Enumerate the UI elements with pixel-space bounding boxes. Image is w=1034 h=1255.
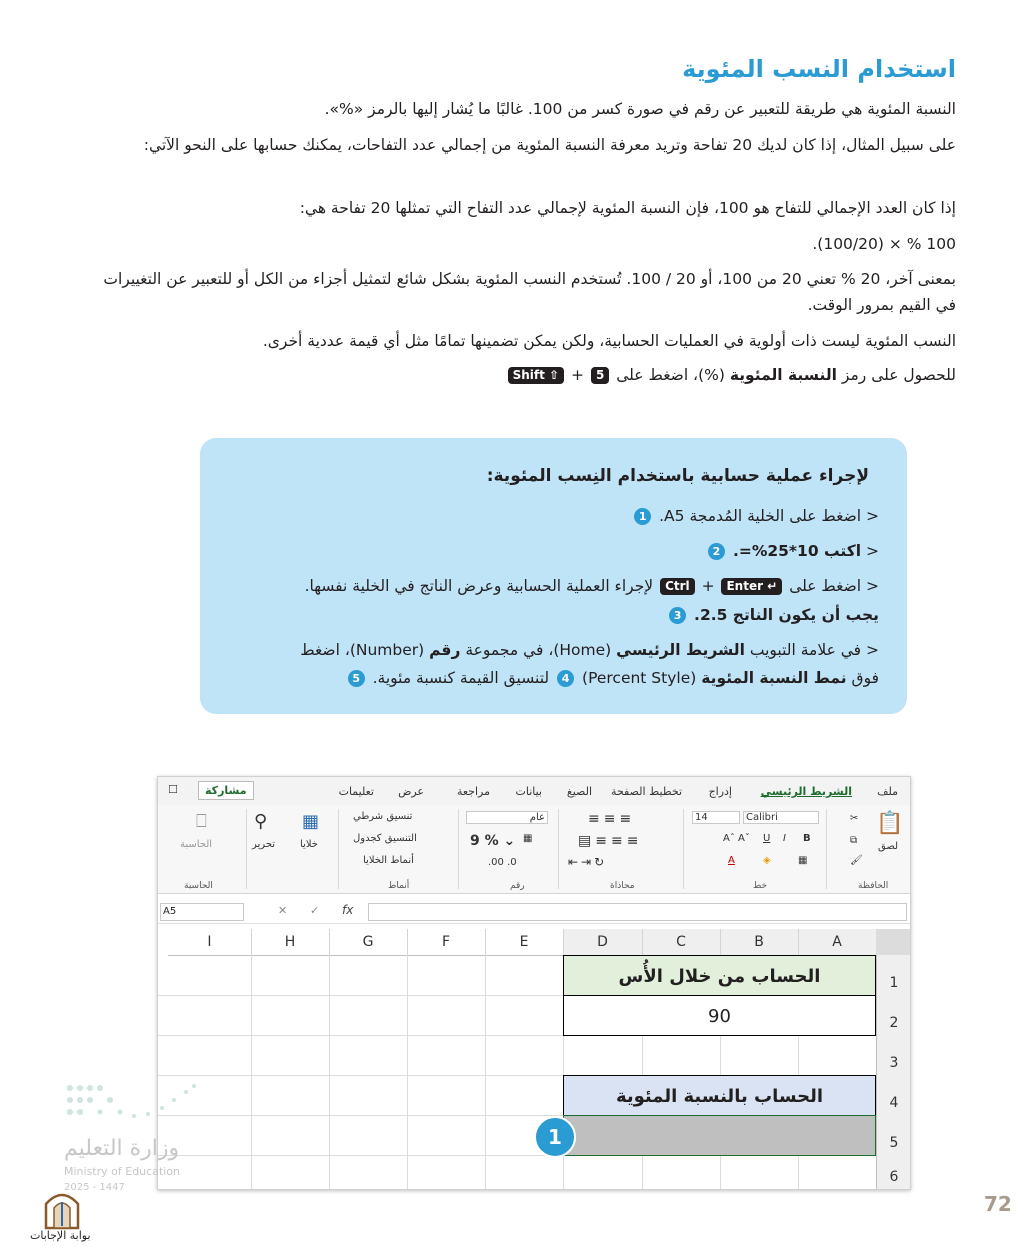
spreadsheet-grid bbox=[158, 929, 910, 1189]
bold-icon[interactable]: B bbox=[803, 833, 811, 844]
paste-label[interactable]: لصق bbox=[878, 841, 899, 852]
formula-input[interactable] bbox=[368, 903, 907, 921]
menu-review[interactable]: مراجعة bbox=[456, 785, 490, 798]
share-button[interactable]: مشاركة bbox=[198, 781, 254, 800]
grid-line bbox=[485, 955, 486, 1189]
comment-icon[interactable]: ☐ bbox=[168, 783, 178, 796]
name-box[interactable]: A5 bbox=[160, 903, 244, 921]
step-4-d: فوق bbox=[851, 669, 879, 687]
ministry-logo-icon bbox=[64, 1080, 199, 1125]
col-header-f[interactable]: F bbox=[407, 929, 486, 956]
ministry-name-en: Ministry of Education bbox=[64, 1165, 181, 1178]
menu-view[interactable]: عرض bbox=[398, 785, 424, 798]
percent-style-icon[interactable]: 9 % ⌄ bbox=[470, 833, 516, 849]
cell-a1-merged[interactable]: الحساب من خلال الأُس bbox=[563, 955, 876, 996]
fill-color-icon[interactable]: ◈ bbox=[763, 855, 771, 866]
cell-a5-merged[interactable] bbox=[563, 1115, 876, 1156]
key-5: 5 bbox=[591, 367, 609, 384]
clipboard-group-label: الحافظة bbox=[858, 881, 889, 891]
step-3: < اضغط على Enter ↵ + Ctrl لإجراء العملية الحسابية وعرض الناتج في الخلية نفسها. bbox=[304, 577, 879, 595]
step-5-number-badge: 5 bbox=[348, 670, 365, 687]
callout-1: 1 bbox=[534, 1116, 576, 1158]
font-group-label: خط bbox=[753, 881, 768, 891]
italic-icon[interactable]: I bbox=[783, 833, 786, 844]
font-color-icon[interactable]: A bbox=[728, 855, 735, 866]
excel-window bbox=[157, 776, 911, 1190]
number-format-select[interactable]: عام bbox=[466, 811, 548, 824]
ribbon bbox=[158, 805, 910, 894]
calculator-icon[interactable]: ⎕ bbox=[196, 811, 207, 832]
menu-insert[interactable]: إدراج bbox=[708, 785, 732, 798]
indent-icons[interactable]: ⇤⇥↻ bbox=[568, 855, 608, 869]
cell-a2-merged[interactable]: 90 bbox=[563, 995, 876, 1036]
portal-logo-icon bbox=[42, 1186, 82, 1230]
calculator-group-label: الحاسبة bbox=[184, 881, 213, 891]
editing-label[interactable]: تحرير bbox=[252, 839, 276, 850]
excel-menu-bar bbox=[158, 777, 910, 805]
separator bbox=[458, 809, 459, 889]
menu-page-layout[interactable]: تخطيط الصفحة bbox=[611, 785, 682, 798]
separator bbox=[338, 809, 339, 889]
vertical-align-icons[interactable]: ≡≡≡ bbox=[588, 811, 636, 827]
step-4-home: الشريط الرئيسي bbox=[616, 641, 745, 659]
step-4-e: (Percent Style) bbox=[582, 669, 697, 687]
paragraph-priority: النسب المئوية ليست ذات أولوية في العمليات الحسابية، ولكن يمكن تضمينها تمامًا مثل أي قيمة عددية أخرى. bbox=[262, 332, 956, 350]
col-header-i[interactable]: I bbox=[168, 929, 252, 956]
shortcut-mid: (%)، اضغط على bbox=[616, 366, 725, 384]
alignment-group-label: محاذاة bbox=[610, 881, 635, 891]
select-all-corner[interactable] bbox=[876, 929, 911, 956]
paragraph-total: إذا كان العدد الإجمالي للتفاح هو 100، فإن النسبة المئوية لإجمالي عدد التفاح التي تمثلها 20 تفاحة هي: bbox=[299, 199, 956, 217]
grid-line bbox=[407, 955, 408, 1189]
copy-icon[interactable]: ⧉ bbox=[850, 835, 858, 846]
step-4-number: رقم bbox=[429, 641, 461, 659]
paragraph-definition: النسبة المئوية هي طريقة للتعبير عن رقم في صورة كسر من 100. غالبًا ما يُشار إليها بالرمز «%». bbox=[324, 100, 956, 118]
enter-icon[interactable]: ✓ bbox=[310, 904, 320, 917]
section-title: استخدام النسب المئوية bbox=[682, 55, 956, 83]
step-4: < في علامة التبويب الشريط الرئيسي (Home)، في مجموعة رقم (Number)، اضغط bbox=[300, 641, 879, 659]
cells-icon[interactable]: ▦ bbox=[302, 811, 320, 832]
portal-name: بوابة الإجابات bbox=[30, 1229, 91, 1242]
format-painter-icon[interactable]: 🖌 bbox=[850, 855, 863, 866]
step-1-text: اضغط على الخلية المُدمجة A5. bbox=[659, 507, 862, 525]
horizontal-align-icons[interactable]: ▤≡≡≡ bbox=[578, 833, 643, 849]
step-4-percent: نمط النسبة المئوية bbox=[701, 669, 847, 687]
page-number: 72 bbox=[984, 1192, 1012, 1216]
currency-icon[interactable]: ▦ bbox=[523, 833, 533, 844]
step-4-a: في علامة التبويب bbox=[749, 641, 862, 659]
key-enter: Enter ↵ bbox=[721, 578, 782, 595]
styles-group-label: أنماط bbox=[388, 881, 410, 891]
ministry-name-ar: وزارة التعليم bbox=[64, 1136, 180, 1161]
shortcut-prefix: للحصول على رمز bbox=[841, 366, 956, 384]
plus-sign: + bbox=[571, 366, 585, 384]
separator bbox=[558, 809, 559, 889]
col-header-d[interactable]: D bbox=[563, 929, 643, 956]
step-4-c: (Number)، اضغط bbox=[300, 641, 425, 659]
col-header-h[interactable]: H bbox=[251, 929, 330, 956]
step-3-prefix: اضغط على bbox=[789, 577, 862, 595]
underline-icon[interactable]: U bbox=[763, 833, 771, 844]
col-header-g[interactable]: G bbox=[329, 929, 408, 956]
row-header-6[interactable]: 6 bbox=[876, 1155, 911, 1190]
borders-icon[interactable]: ▦ bbox=[798, 855, 808, 866]
col-header-a[interactable]: A bbox=[798, 929, 877, 956]
step-4-cont bbox=[259, 664, 879, 692]
separator bbox=[826, 809, 827, 889]
cells-label[interactable]: خلايا bbox=[300, 839, 318, 850]
grid-line bbox=[251, 955, 252, 1189]
menu-file[interactable]: ملف bbox=[877, 785, 898, 798]
grid-line bbox=[329, 955, 330, 1189]
step-3-text: لإجراء العملية الحسابية وعرض الناتج في الخلية نفسها. bbox=[304, 577, 654, 595]
row-header-5[interactable]: 5 bbox=[876, 1115, 911, 1156]
cell-styles[interactable]: أنماط الخلايا bbox=[363, 855, 414, 866]
step-4-number-badge: 4 bbox=[557, 670, 574, 687]
step-3-result-text: يجب أن يكون الناتج 2.5. bbox=[694, 606, 879, 624]
font-size-select[interactable]: 14 bbox=[692, 811, 740, 824]
step-2-number: 2 bbox=[708, 543, 725, 560]
menu-help[interactable]: تعليمات bbox=[338, 785, 374, 798]
col-header-c[interactable]: C bbox=[642, 929, 721, 956]
font-name-select[interactable]: Calibri bbox=[743, 811, 819, 824]
menu-home[interactable]: الشريط الرئيسي bbox=[760, 785, 852, 798]
step-3-result bbox=[259, 601, 879, 629]
row-header-2[interactable]: 2 bbox=[876, 995, 911, 1036]
row-header-3[interactable]: 3 bbox=[876, 1035, 911, 1076]
year-label: 2025 - 1447 bbox=[64, 1182, 125, 1193]
fx-icon[interactable]: fx bbox=[342, 903, 354, 917]
col-header-b[interactable]: B bbox=[720, 929, 799, 956]
paste-icon[interactable]: 📋 bbox=[876, 811, 904, 836]
paragraph-example: على سبيل المثال، إذا كان لديك 20 تفاحة وتريد معرفة النسبة المئوية من إجمالي عدد التفاحات، يمكنك حسابها على النحو الآتي: bbox=[143, 136, 956, 154]
separator bbox=[246, 809, 247, 889]
row-header-4[interactable]: 4 bbox=[876, 1075, 911, 1116]
paragraph-shortcut bbox=[86, 362, 956, 388]
shortcut-bold: النسبة المئوية bbox=[729, 366, 837, 384]
calculator-label[interactable]: الحاسبة bbox=[180, 839, 213, 850]
step-1: < اضغط على الخلية المُدمجة A5. 1 bbox=[259, 502, 879, 530]
format-as-table[interactable]: التنسيق كجدول bbox=[353, 833, 417, 844]
step-2: < اكتب 10*25%=. 2 bbox=[259, 537, 879, 565]
cut-icon[interactable]: ✂ bbox=[850, 813, 859, 824]
col-header-e[interactable]: E bbox=[485, 929, 564, 956]
paragraph-formula: 100 % × (100/20). bbox=[812, 235, 956, 253]
step-2-text: اكتب 10*25%=. bbox=[732, 542, 862, 560]
grow-font-icon[interactable]: Aˆ Aˇ bbox=[723, 833, 750, 844]
menu-data[interactable]: بيانات bbox=[515, 785, 542, 798]
search-icon[interactable]: ⚲ bbox=[254, 811, 268, 832]
step-4-b: (Home)، في مجموعة bbox=[465, 641, 612, 659]
key-shift: Shift ⇧ bbox=[508, 367, 565, 384]
key-ctrl: Ctrl bbox=[660, 578, 695, 595]
formula-bar bbox=[158, 901, 910, 924]
step-1-number: 1 bbox=[634, 508, 651, 525]
conditional-formatting[interactable]: تنسيق شرطي bbox=[353, 811, 413, 822]
menu-formulas[interactable]: الصيغ bbox=[566, 785, 592, 798]
cancel-icon[interactable]: ✕ bbox=[278, 904, 288, 917]
step-3-number: 3 bbox=[669, 607, 686, 624]
decimal-icons[interactable]: .00 .0 bbox=[488, 857, 517, 868]
instruction-title: لإجراء عملية حسابية باستخدام النِسب المئوية: bbox=[486, 466, 869, 486]
number-group-label: رقم bbox=[510, 881, 525, 891]
row-header-1[interactable]: 1 bbox=[876, 955, 911, 996]
step-4-f: لتنسيق القيمة كنسبة مئوية. bbox=[372, 669, 550, 687]
cell-a4-merged[interactable]: الحساب بالنسبة المئوية bbox=[563, 1075, 876, 1116]
paragraph-meaning: بمعنى آخر، 20 % تعني 20 من 100، أو 20 / 100. تُستخدم النسب المئوية بشكل شائع لتمثيل أجزاء من الكل أو للتعبير عن التغييرات في القيم بمرور الوقت. bbox=[103, 270, 956, 314]
separator bbox=[683, 809, 684, 889]
